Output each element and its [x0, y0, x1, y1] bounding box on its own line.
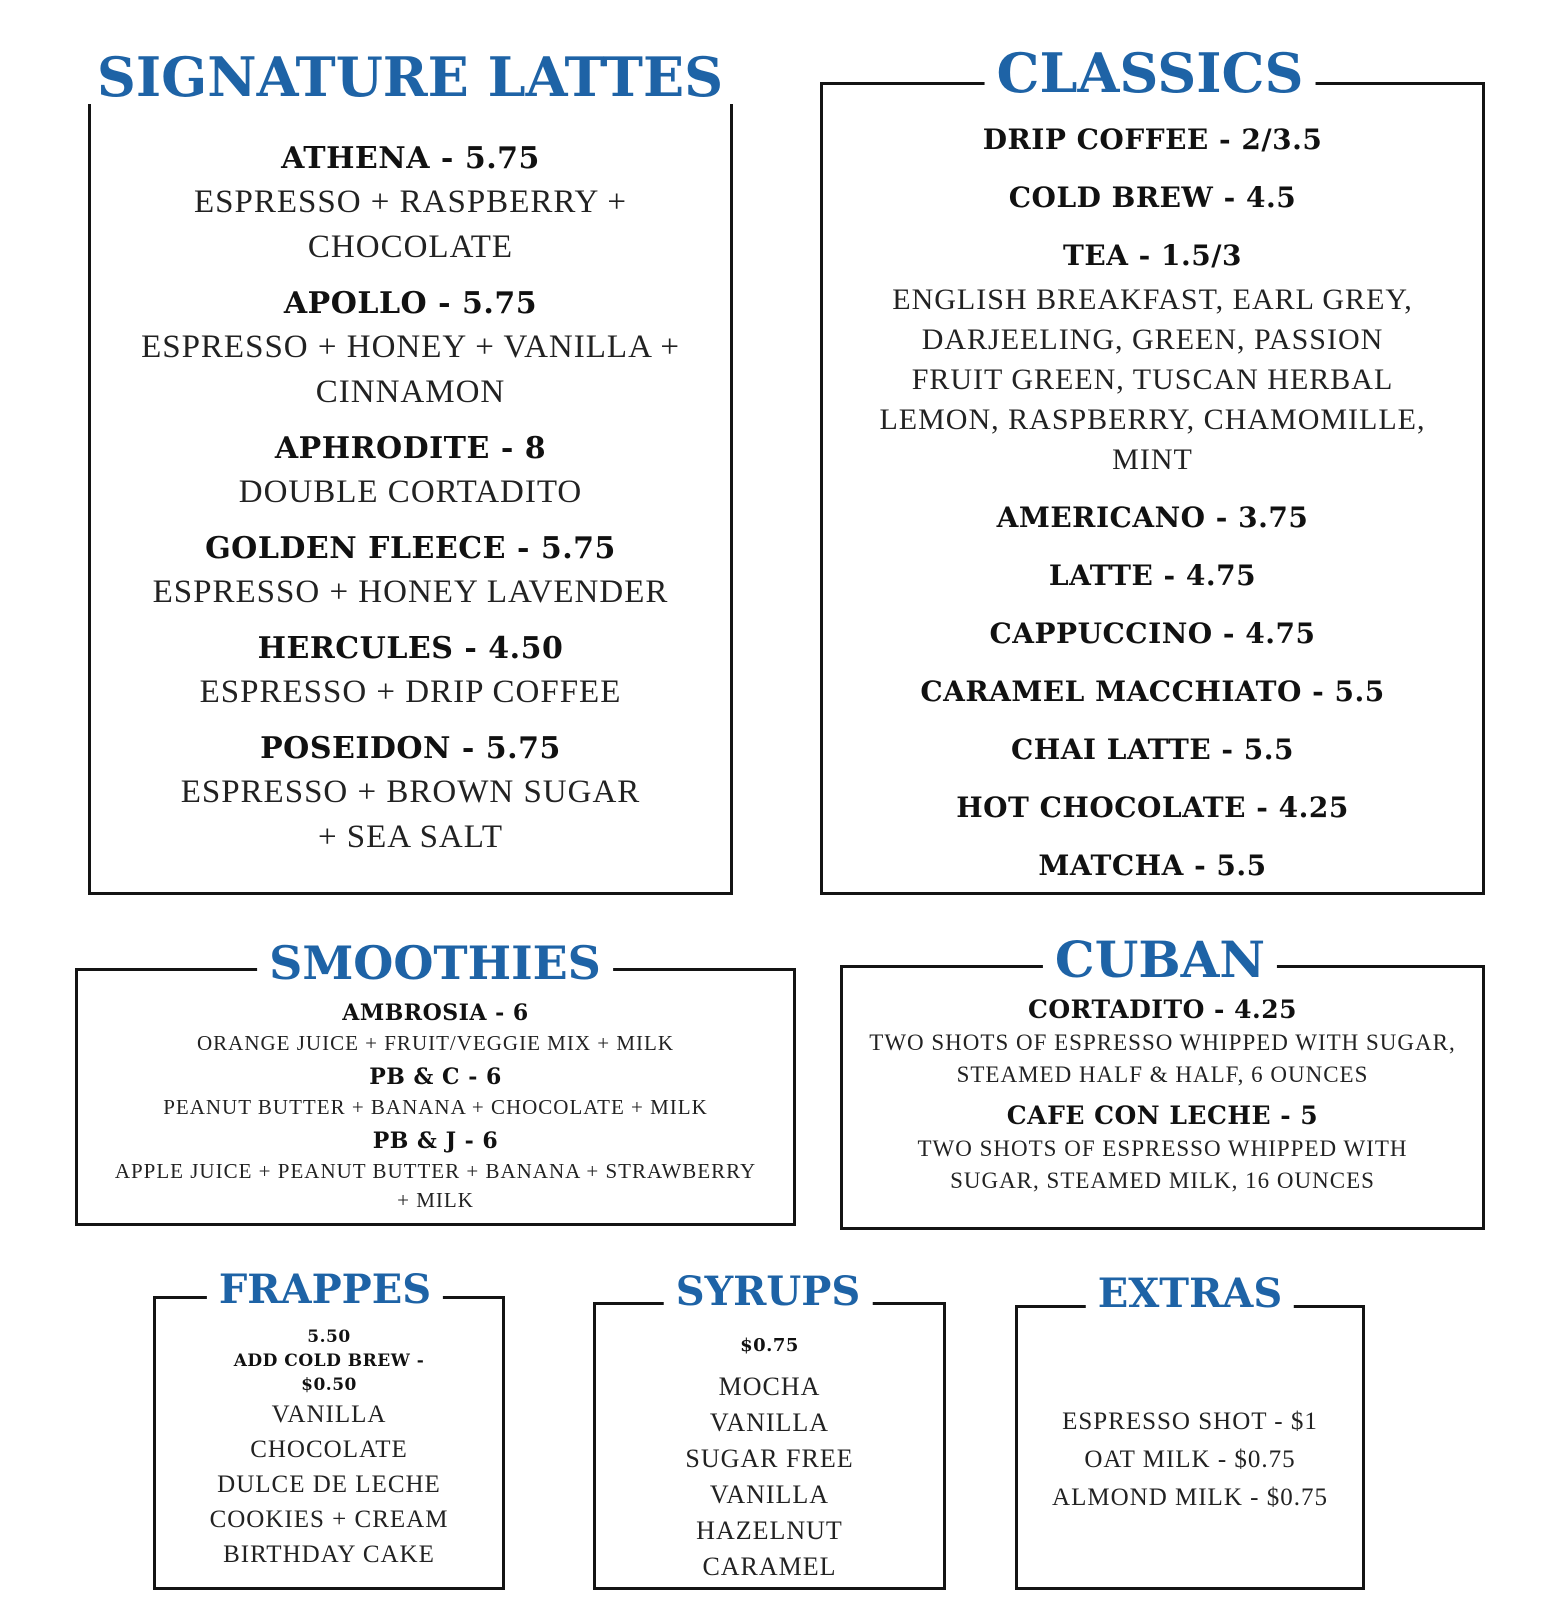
flavor-item: VANILLA: [709, 1408, 830, 1437]
menu-item-name: CAFE CON LECHE - 5: [1006, 1101, 1319, 1130]
signature-lattes-section: [88, 90, 733, 895]
flavor-item: BIRTHDAY CAKE: [223, 1541, 435, 1568]
extras-section: [1015, 1305, 1365, 1590]
menu-item-description: DOUBLE CORTADITO: [238, 474, 583, 510]
menu-item-description: TWO SHOTS OF ESPRESSO WHIPPED WITH SUGAR, STEAMED MILK, 16 OUNCES: [917, 1136, 1408, 1193]
extra-item: ALMOND MILK - $0.75: [1052, 1484, 1328, 1511]
menu-item-name: PB & J - 6: [372, 1128, 499, 1154]
frappe-addon: ADD COLD BREW - $0.50: [233, 1351, 425, 1395]
menu-item-name: CORTADITO - 4.25: [1027, 995, 1298, 1024]
extra-item: ESPRESSO SHOT - $1: [1062, 1408, 1318, 1435]
menu-item-description: ESPRESSO + RASPBERRY + CHOCOLATE: [193, 184, 628, 265]
menu-item-name: AMBROSIA - 6: [342, 1000, 529, 1026]
syrup-price: $0.75: [740, 1335, 799, 1356]
menu-item-description: ESPRESSO + HONEY + VANILLA + CINNAMON: [141, 329, 680, 410]
menu-item-description: ESPRESSO + BROWN SUGAR + SEA SALT: [180, 774, 641, 855]
smoothies-section: [75, 968, 796, 1226]
cuban-list: [843, 993, 1482, 1205]
syrups-title: SYRUPS: [664, 1272, 873, 1312]
menu-item-name: APHRODITE - 8: [274, 431, 547, 466]
extras-title: EXTRAS: [1086, 1274, 1294, 1314]
flavor-item: SUGAR FREE VANILLA: [685, 1444, 854, 1509]
menu-item-name: CARAMEL MACCHIATO - 5.5: [920, 675, 1385, 708]
menu-item-name: AMERICANO - 3.75: [996, 501, 1309, 534]
menu-item-name: LATTE - 4.75: [1048, 559, 1257, 592]
extra-item: OAT MILK - $0.75: [1084, 1446, 1296, 1473]
menu-item-description: ESPRESSO + DRIP COFFEE: [199, 674, 622, 710]
menu-item-description: TWO SHOTS OF ESPRESSO WHIPPED WITH SUGAR, STEAMED HALF & HALF, 6 OUNCES: [869, 1030, 1456, 1087]
extras-list: [1018, 1403, 1362, 1517]
flavor-item: HAZELNUT: [696, 1516, 843, 1545]
menu-item-name: APOLLO - 5.75: [283, 286, 538, 321]
menu-item-description: ESPRESSO + HONEY LAVENDER: [152, 574, 669, 610]
smoothies-title: SMOOTHIES: [257, 940, 613, 986]
flavor-item: CHOCOLATE: [250, 1436, 408, 1463]
menu-item-name: PB & C - 6: [369, 1064, 502, 1090]
frappes-title: FRAPPES: [207, 1270, 443, 1310]
menu-item-name: DRIP COFFEE - 2/3.5: [982, 123, 1323, 156]
menu-item-name: GOLDEN FLEECE - 5.75: [205, 531, 616, 566]
frappe-price: 5.50: [307, 1327, 351, 1347]
flavor-item: COOKIES + CREAM: [209, 1506, 449, 1533]
menu-item-name: TEA - 1.5/3: [1063, 239, 1242, 272]
menu-item-description: ORANGE JUICE + FRUIT/VEGGIE MIX + MILK: [197, 1031, 674, 1055]
signature-lattes-list: [91, 138, 730, 873]
frappes-section: [153, 1296, 505, 1590]
smoothies-list: [78, 997, 793, 1215]
flavor-item: VANILLA: [271, 1401, 387, 1428]
menu-item-name: COLD BREW - 4.5: [1008, 181, 1297, 214]
menu-item-name: MATCHA - 5.5: [1038, 849, 1267, 882]
cuban-section: [840, 965, 1485, 1230]
flavor-item: MOCHA: [718, 1372, 821, 1401]
tea-varieties: ENGLISH BREAKFAST, EARL GREY, DARJEELING, GREEN, PASSION FRUIT GREEN, TUSCAN HERBAL LEMON, RASPBERRY, CHAMOMILLE, MINT: [879, 283, 1426, 476]
menu-item-name: HOT CHOCOLATE - 4.25: [956, 791, 1349, 824]
flavor-item: CARAMEL: [702, 1552, 837, 1581]
cuban-title: CUBAN: [1043, 935, 1277, 985]
classics-title: CLASSICS: [985, 46, 1316, 100]
classics-list: [823, 120, 1482, 904]
menu-item-name: ATHENA - 5.75: [281, 141, 540, 176]
classics-section: [820, 82, 1485, 895]
menu-item-name: CAPPUCCINO - 4.75: [989, 617, 1316, 650]
menu-item-description: PEANUT BUTTER + BANANA + CHOCOLATE + MILK: [163, 1095, 708, 1119]
menu-item-name: POSEIDON - 5.75: [260, 731, 561, 766]
flavor-item: DULCE DE LECHE: [217, 1471, 441, 1498]
syrups-list: [596, 1333, 943, 1585]
menu-item-description: APPLE JUICE + PEANUT BUTTER + BANANA + STRAWBERRY + MILK: [114, 1159, 757, 1212]
signature-lattes-title: SIGNATURE LATTES: [85, 50, 735, 104]
syrups-section: [593, 1302, 946, 1590]
frappes-list: [156, 1325, 502, 1572]
menu-item-name: HERCULES - 4.50: [257, 631, 564, 666]
menu-item-name: CHAI LATTE - 5.5: [1010, 733, 1295, 766]
